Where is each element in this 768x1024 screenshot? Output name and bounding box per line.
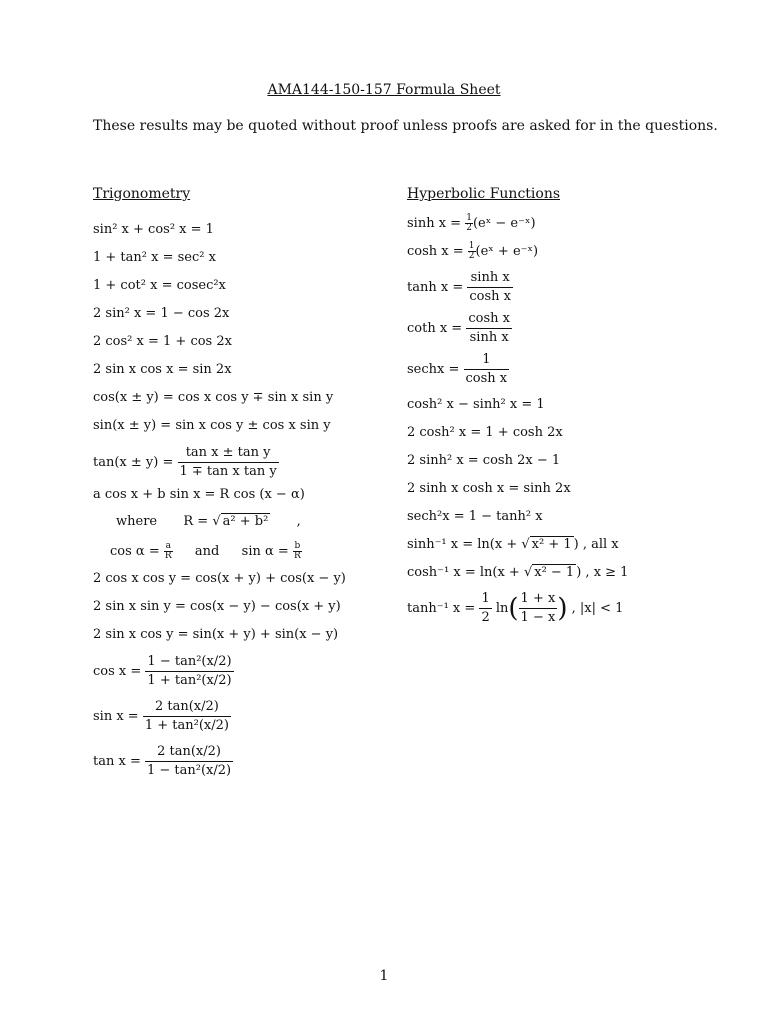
trig-formula-2: 1 + tan² x = sec² x — [93, 250, 216, 265]
trig-formula-7: cos(x ± y) = cos x cos y ∓ sin x sin y — [93, 390, 334, 405]
hyper-formula-7: 2 cosh² x = 1 + cosh 2x — [407, 425, 563, 440]
trig-formula-15-fraction — [143, 699, 231, 734]
hyper-formula-3-fraction — [467, 270, 513, 305]
hyper-formula-13-rhs: , |x| < 1 — [567, 601, 624, 616]
hyper-formula-4-lhs: coth x = — [407, 321, 463, 336]
hyper-formula-3-lhs: tanh x = — [407, 280, 464, 295]
sin-alpha-lhs: sin α = — [241, 544, 289, 559]
page-title: AMA144-150-157 Formula Sheet — [267, 82, 501, 98]
trig-formula-12: 2 sin x sin y = cos(x − y) − cos(x + y) — [93, 599, 341, 614]
and-label: and — [194, 544, 220, 559]
trig-formula-14-denominator: 1 + tan²(x/2) — [147, 673, 232, 688]
hyper-formula-2-rhs: (eˣ + e⁻ˣ) — [475, 244, 539, 259]
cos-alpha-fraction — [164, 542, 173, 561]
r-lhs: R = — [183, 514, 213, 529]
hyper-formula-12-rhs: ) , x ≥ 1 — [576, 565, 629, 580]
hyper-formula-13-half-den: 2 — [481, 610, 490, 625]
trig-formula-14-numerator: 1 − tan²(x/2) — [145, 654, 233, 672]
hyper-formula-4 — [407, 311, 512, 346]
trig-formula-10: a cos x + b sin x = R cos (x − α) — [93, 487, 305, 502]
hyper-formula-4-fraction — [466, 311, 512, 346]
hyper-formula-5 — [407, 352, 509, 387]
hyper-formula-12-radicand: x² − 1 — [534, 565, 575, 580]
trig-formula-9-fraction — [178, 445, 279, 480]
hyper-formula-6: cosh² x − sinh² x = 1 — [407, 397, 545, 412]
sin-alpha-numerator: b — [294, 541, 301, 551]
hyper-formula-2-half-den: 2 — [468, 251, 475, 261]
hyper-formula-1-half-den: 2 — [466, 223, 472, 233]
cos-alpha-denominator: R — [164, 551, 172, 561]
cos-alpha-numerator: a — [165, 541, 171, 551]
cos-alpha-lhs: cos α = — [110, 544, 160, 559]
trig-formula-16-denominator: 1 − tan²(x/2) — [146, 763, 232, 778]
trig-formula-16-fraction — [145, 744, 233, 779]
sqrt-sign-icon: √ — [521, 537, 530, 552]
hyper-formula-13-numerator: 1 + x — [519, 591, 558, 609]
hyper-formula-5-denominator: cosh x — [465, 371, 508, 386]
sqrt-sign-icon: √ — [523, 565, 533, 580]
hyper-formula-8: 2 sinh² x = cosh 2x − 1 — [407, 453, 561, 468]
trig-formula-14-lhs: cos x = — [93, 664, 142, 679]
hyper-formula-2-half — [468, 242, 476, 261]
hyper-formula-2-half-num: 1 — [468, 241, 475, 251]
hyper-formula-1-half-num: 1 — [466, 213, 472, 223]
r-comma: , — [296, 514, 301, 529]
hyper-formula-1 — [407, 214, 536, 233]
hyper-formula-12 — [407, 565, 628, 581]
hyper-formula-13-fraction — [519, 591, 558, 626]
hyper-formula-2 — [407, 242, 538, 261]
hyper-formula-1-rhs: (eˣ − e⁻ˣ) — [472, 216, 536, 231]
trig-formula-9-lhs: tan(x ± y) = — [93, 455, 174, 470]
trig-formula-3: 1 + cot² x = cosec²x — [93, 278, 226, 293]
trig-formula-14-fraction — [145, 654, 233, 689]
left-paren-icon: ( — [508, 593, 519, 624]
hyper-formula-11-rhs: ) , all x — [573, 537, 619, 552]
hyper-formula-13 — [407, 591, 623, 626]
trig-formula-16-lhs: tan x = — [93, 754, 141, 769]
hyper-formula-1-lhs: sinh x = — [407, 216, 462, 231]
hyper-formula-10: sech²x = 1 − tanh² x — [407, 509, 543, 524]
hyper-heading: Hyperbolic Functions — [407, 186, 561, 202]
right-paren-icon: ) — [557, 593, 568, 624]
hyper-formula-13-lhs: tanh⁻¹ x = — [407, 601, 476, 616]
hyper-formula-11-lhs: sinh⁻¹ x = ln(x + — [407, 537, 522, 552]
hyper-formula-4-denominator: sinh x — [469, 330, 509, 345]
hyper-formula-13-ln: ln — [495, 601, 509, 616]
trig-formula-9-denominator: 1 ∓ tan x tan y — [179, 464, 277, 479]
hyper-formula-5-numerator: 1 — [464, 352, 510, 370]
hyper-formula-13-half — [479, 591, 491, 626]
r-radicand: a² + b² — [222, 514, 269, 529]
hyper-formula-1-half — [465, 214, 473, 233]
trig-formula-8: sin(x ± y) = sin x cos y ± cos x sin y — [93, 418, 331, 433]
where-label: where — [116, 514, 158, 529]
trig-formula-16 — [93, 744, 233, 779]
hyper-formula-4-numerator: cosh x — [466, 311, 512, 329]
trig-formula-16-numerator: 2 tan(x/2) — [145, 744, 233, 762]
hyper-formula-13-half-num: 1 — [479, 591, 491, 609]
trig-formula-4: 2 sin² x = 1 − cos 2x — [93, 306, 230, 321]
hyper-formula-11-radicand: x² + 1 — [531, 537, 572, 552]
hyper-formula-13-denominator: 1 − x — [520, 610, 556, 625]
trig-formula-15-numerator: 2 tan(x/2) — [143, 699, 231, 717]
hyper-formula-9: 2 sinh x cosh x = sinh 2x — [407, 481, 571, 496]
sin-alpha-denominator: R — [293, 551, 301, 561]
page-number: 1 — [379, 968, 389, 984]
trig-formula-9 — [93, 445, 279, 480]
sqrt-sign-icon: √ — [212, 514, 221, 529]
hyper-formula-5-lhs: sechx = — [407, 362, 460, 377]
trig-formula-9-numerator: tan x ± tan y — [178, 445, 279, 463]
hyper-formula-3-denominator: cosh x — [469, 289, 511, 304]
hyper-formula-3-numerator: sinh x — [467, 270, 513, 288]
hyper-formula-5-fraction — [464, 352, 510, 387]
hyper-formula-2-lhs: cosh x = — [407, 244, 464, 259]
trig-formula-11: 2 cos x cos y = cos(x + y) + cos(x − y) — [93, 571, 346, 586]
trig-formula-15 — [93, 699, 231, 734]
trig-formula-10-where — [116, 514, 301, 530]
hyper-formula-3 — [407, 270, 513, 305]
intro-text: These results may be quoted without proof unless proofs are asked for in the questions. — [93, 118, 718, 134]
trig-formula-13: 2 sin x cos y = sin(x + y) + sin(x − y) — [93, 627, 339, 642]
trig-formula-14 — [93, 654, 234, 689]
trig-formula-1: sin² x + cos² x = 1 — [93, 222, 214, 237]
trig-formula-6: 2 sin x cos x = sin 2x — [93, 362, 232, 377]
sin-alpha-fraction — [293, 542, 302, 561]
trig-heading: Trigonometry — [93, 186, 191, 202]
trig-formula-5: 2 cos² x = 1 + cos 2x — [93, 334, 232, 349]
trig-formula-15-lhs: sin x = — [93, 709, 139, 724]
trig-formula-15-denominator: 1 + tan²(x/2) — [144, 718, 229, 733]
trig-formula-10-angles — [110, 542, 302, 561]
hyper-formula-12-lhs: cosh⁻¹ x = ln(x + — [407, 565, 524, 580]
hyper-formula-11 — [407, 537, 619, 553]
